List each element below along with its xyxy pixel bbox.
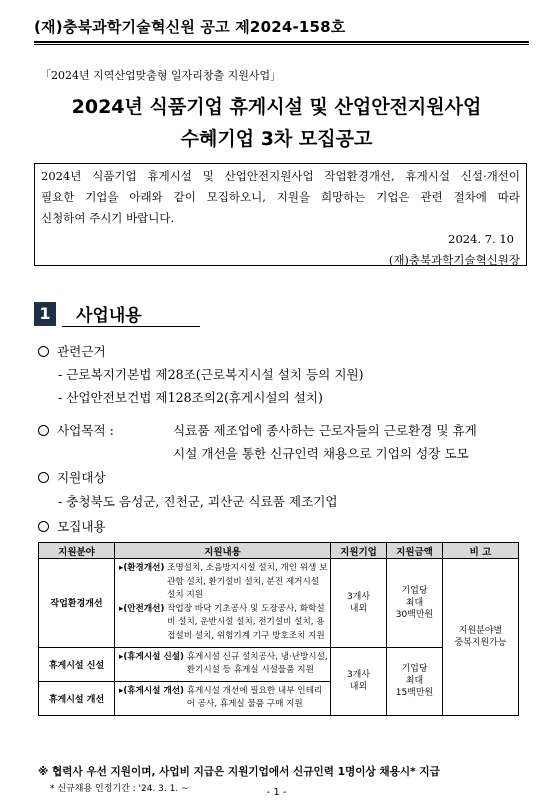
description-cell xyxy=(115,647,331,681)
basis-item: - 근로복지기본법 제28조(근로복지시설 설치 등의 지원) xyxy=(58,367,364,382)
document-title-line2: 수혜기업 3차 모집공고 xyxy=(180,128,373,150)
description-cell xyxy=(115,681,331,715)
footnote-sub: * 신규채용 인정기간 : '24. 3. 1. ~ xyxy=(50,784,189,794)
item-marker: ▸(환경개선) xyxy=(119,563,165,573)
section-title-underline xyxy=(62,326,200,327)
purpose-heading xyxy=(38,420,114,439)
list-item xyxy=(119,603,328,644)
program-subheading: 「2024년 지역산업맞춤형 일자리창출 지원사업」 xyxy=(40,69,282,82)
category-cell: 작업환경개선 xyxy=(39,559,115,648)
list-item xyxy=(119,562,328,603)
column-header: 비 고 xyxy=(443,543,519,559)
target-item: - 충청북도 음성군, 진천군, 괴산군 식료품 제조기업 xyxy=(58,494,338,509)
item-text: 휴게시설 신규 설치공사, 냉·난방시설, 환기시설 등 휴게실 시설물품 지원 xyxy=(186,651,328,676)
column-header: 지원내용 xyxy=(115,543,331,559)
document-title-line1: 2024년 식품기업 휴게시설 및 산업안전지원사업 xyxy=(71,96,482,118)
item-text: 작업장 바닥 기초공사 및 도장공사, 화학설비 설치, 운반시설 설치, 전기설비 설치, 용접설비 설치, 위험기계 기구 방호조치 지원 xyxy=(167,603,325,641)
table-header-row xyxy=(39,543,519,559)
issuing-organization: (재)충북과학기술혁신원장 xyxy=(388,253,520,267)
section-title: 사업내용 xyxy=(76,306,142,326)
note-cell: 지원분야별 중복지원가능 xyxy=(443,559,519,716)
purpose-text-line2: 시설 개선을 통한 신규인력 채용으로 기업의 성장 도모 xyxy=(173,446,469,461)
intro-line: 신청하여 주시기 바랍니다. xyxy=(41,211,175,225)
header-divider xyxy=(34,41,529,43)
column-header: 지원기업 xyxy=(331,543,387,559)
companies-cell: 3개사 내외 xyxy=(331,559,387,648)
circle-bullet-icon xyxy=(38,521,49,532)
basis-heading xyxy=(38,341,106,360)
circle-bullet-icon xyxy=(38,425,49,436)
announcement-date: 2024. 7. 10 xyxy=(448,232,514,246)
column-header: 지원분야 xyxy=(39,543,115,559)
page-number: - 1 - xyxy=(266,787,287,798)
item-marker: ▸(안전개선) xyxy=(119,603,165,614)
section-number-badge: 1 xyxy=(34,302,56,326)
amount-cell: 기업당 최대 15백만원 xyxy=(387,647,443,715)
recruit-label: 모집내용 xyxy=(57,519,106,534)
item-text: 조명설치, 소음방지시설 설치, 개인 위생 보관함 설치, 환기설비 설치, 분진 제거시설 설치 지원 xyxy=(167,563,328,601)
column-header: 지원금액 xyxy=(387,543,443,559)
footnote-main: ※ 협력사 우선 지원이며, 사업비 지급은 지원기업에서 신규인력 1명이상 채용시* 지급 xyxy=(38,766,440,778)
recruit-heading xyxy=(38,516,106,535)
item-marker: ▸(휴게시설 신설) xyxy=(119,651,184,662)
item-text: 휴게시설 개선에 필요한 내부 인테리어 공사, 휴게실 물품 구매 지원 xyxy=(186,685,323,710)
announcement-number: (재)충북과학기술혁신원 공고 제2024-158호 xyxy=(34,18,346,36)
intro-line: 2024년 식품기업 휴게시설 및 산업안전지원사업 작업환경개선, 휴게시설 신설·개선이 xyxy=(41,169,520,183)
support-table xyxy=(38,542,519,716)
circle-bullet-icon xyxy=(38,346,49,357)
intro-box xyxy=(34,163,527,266)
companies-cell: 3개사 내외 xyxy=(331,647,387,715)
target-label: 지원대상 xyxy=(57,470,106,485)
description-cell xyxy=(115,559,331,648)
purpose-label: 사업목적 : xyxy=(57,423,114,438)
list-item xyxy=(119,685,328,712)
circle-bullet-icon xyxy=(38,472,49,483)
purpose-text-line1: 식료품 제조업에 종사하는 근로자들의 근로환경 및 휴게 xyxy=(173,423,477,438)
table-row xyxy=(39,559,519,648)
list-item xyxy=(119,651,328,678)
amount-cell: 기업당 최대 30백만원 xyxy=(387,559,443,648)
intro-line: 필요한 기업을 아래와 같이 모집하오니, 지원을 희망하는 기업은 관련 절차에 따라 xyxy=(41,190,520,204)
item-marker: ▸(휴게시설 개선) xyxy=(119,685,184,696)
basis-item: - 산업안전보건법 제128조의2(휴게시설의 설치) xyxy=(58,390,323,405)
category-cell: 휴게시설 신설 xyxy=(39,647,115,681)
basis-label: 관련근거 xyxy=(57,344,106,359)
target-heading xyxy=(38,467,106,486)
category-cell: 휴게시설 개선 xyxy=(39,681,115,715)
header-divider-thin xyxy=(34,44,529,45)
